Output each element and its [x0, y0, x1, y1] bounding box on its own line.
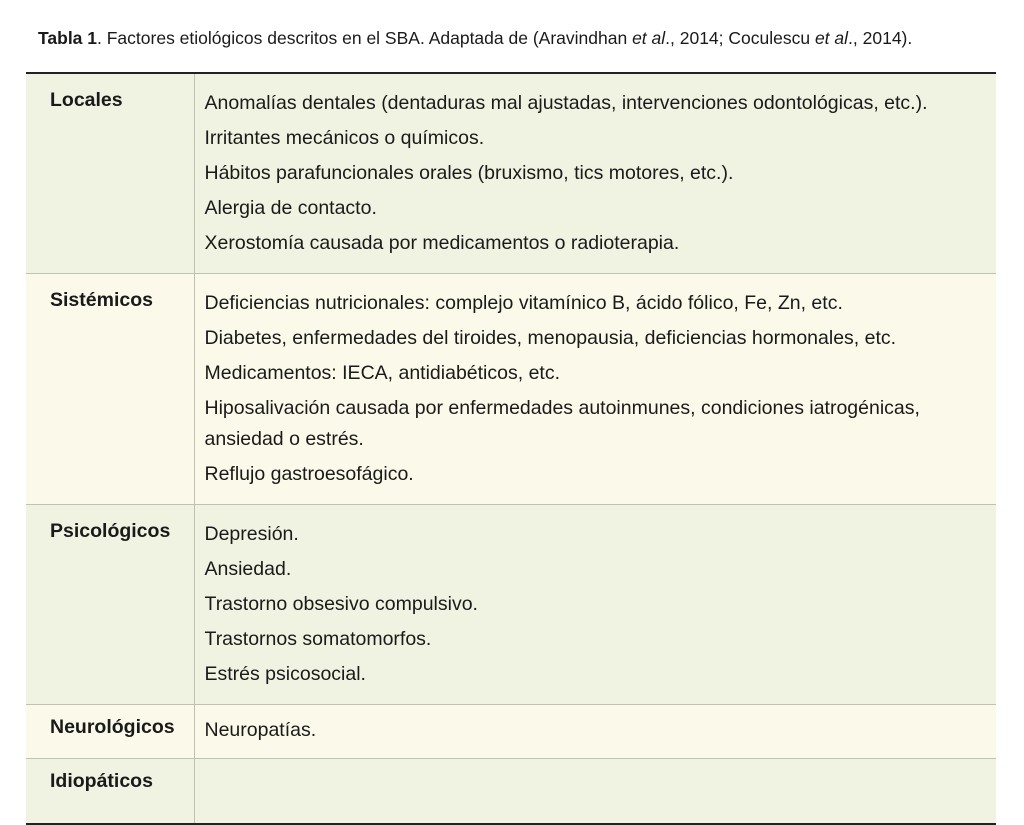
category-cell: Sistémicos: [26, 274, 194, 505]
items-cell: [194, 74, 996, 274]
category-cell: Neurológicos: [26, 705, 194, 759]
list-item: Irritantes mecánicos o químicos.: [204, 127, 485, 149]
list-item: Trastorno obsesivo compulsivo.: [204, 593, 478, 615]
list-item: Diabetes, enfermedades del tiroides, menopausia, deficiencias hormonales, etc.: [204, 327, 897, 349]
list-item: Hiposalivación causada por enfermedades autoinmunes, condiciones iatrogénicas, ansiedad o estrés.: [204, 397, 920, 450]
items-cell: [194, 759, 996, 824]
table-row: [26, 759, 996, 824]
list-item: Hábitos parafuncionales orales (bruxismo, tics motores, etc.).: [204, 162, 734, 184]
list-item: Deficiencias nutricionales: complejo vitamínico B, ácido fólico, Fe, Zn, etc.: [204, 292, 843, 314]
list-item: Alergia de contacto.: [204, 197, 377, 219]
table-row: [26, 74, 996, 274]
table-row: [26, 705, 996, 759]
list-item: Reflujo gastroesofágico.: [204, 463, 414, 485]
caption-text: ., 2014; Coculescu: [665, 28, 815, 48]
caption-text: ., 2014).: [848, 28, 913, 48]
list-item: Trastornos somatomorfos.: [204, 628, 432, 650]
category-cell: Psicológicos: [26, 505, 194, 705]
items-cell: [194, 505, 996, 705]
table-row: [26, 505, 996, 705]
list-item: Xerostomía causada por medicamentos o radioterapia.: [204, 232, 680, 254]
caption-etal: et al: [814, 28, 849, 48]
table-caption: [38, 27, 1008, 49]
list-item: Depresión.: [204, 523, 299, 545]
table-row: [26, 274, 996, 505]
category-cell: Idiopáticos: [26, 759, 194, 824]
etiology-table: [26, 72, 996, 825]
caption-label: Tabla 1: [38, 28, 98, 48]
caption-text: . Factores etiológicos descritos en el SBA. Adaptada de (Aravindhan: [97, 28, 633, 48]
list-item: Neuropatías.: [204, 719, 317, 741]
items-cell: [194, 705, 996, 759]
list-item: Medicamentos: IECA, antidiabéticos, etc.: [204, 362, 561, 384]
list-item: Anomalías dentales (dentaduras mal ajustadas, intervenciones odontológicas, etc.).: [204, 92, 928, 114]
category-cell: Locales: [26, 74, 194, 274]
items-cell: [194, 274, 996, 505]
list-item: Estrés psicosocial.: [204, 663, 366, 685]
list-item: Ansiedad.: [204, 558, 292, 580]
caption-etal: et al: [632, 28, 666, 48]
